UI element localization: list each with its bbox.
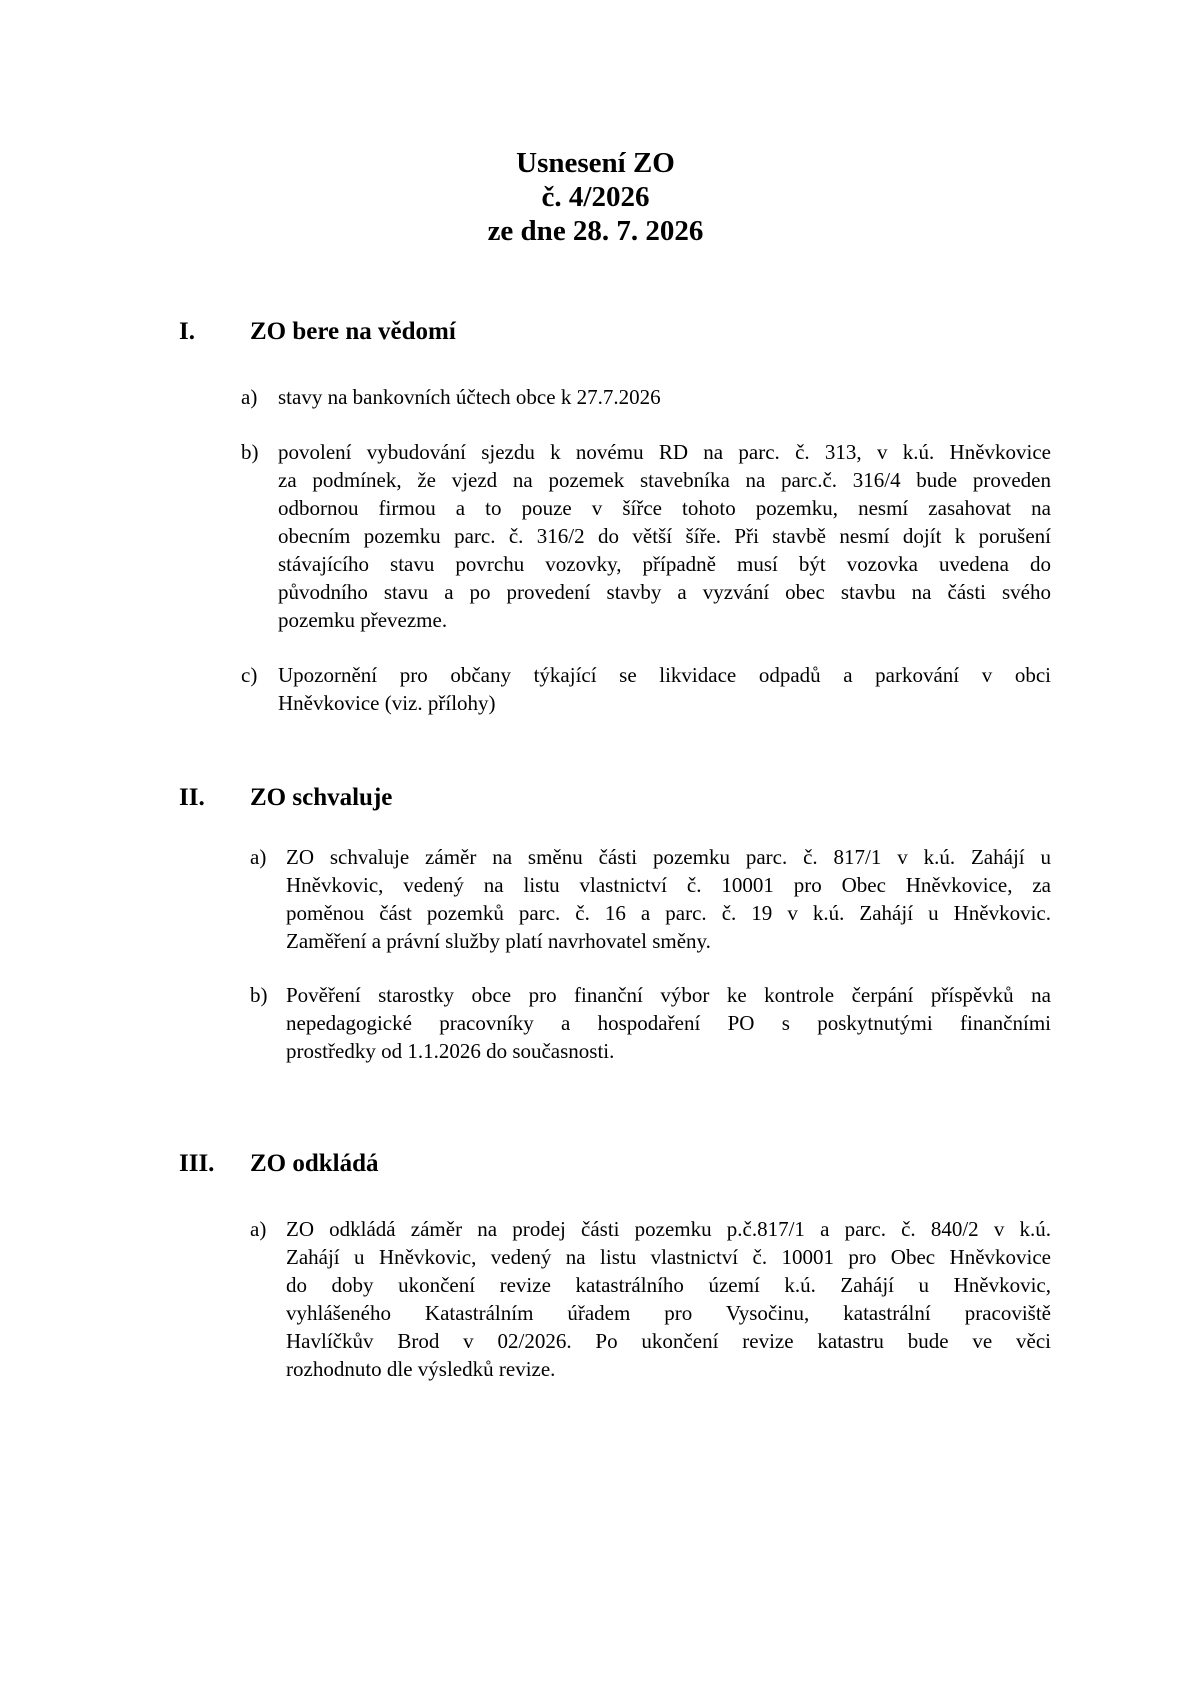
item-line: prostředky od 1.1.2026 do současnosti. (286, 1039, 615, 1063)
title-line-2: č. 4/2026 (541, 181, 650, 213)
title-line-1: Usnesení ZO (516, 147, 675, 179)
item-line: do doby ukončení revize katastrálního území k.ú. Zahájí u Hněvkovic, (286, 1273, 1051, 1297)
item-line: Hněvkovic, vedený na listu vlastnictví č. 10001 pro Obec Hněvkovice, za (286, 873, 1051, 897)
section-2-item-b (250, 981, 1051, 1065)
item-line: rozhodnuto dle výsledků revize. (286, 1357, 556, 1381)
item-label: c) (241, 663, 258, 687)
item-label: a) (241, 385, 258, 409)
section-1-item-a (241, 383, 718, 411)
section-1-heading: ZO bere na vědomí (250, 318, 456, 345)
item-line: pozemku převezme. (278, 608, 448, 632)
item-line: Havlíčkův Brod v 02/2026. Po ukončení revize katastru bude ve věci (286, 1329, 1051, 1353)
section-3-item-a (250, 1215, 1051, 1383)
section-2-heading: ZO schvaluje (250, 784, 393, 811)
section-1-item-b (241, 438, 1051, 634)
item-label: b) (250, 983, 268, 1007)
item-line: obecním pozemku parc. č. 316/2 do větší šíře. Při stavbě nesmí dojít k porušení (278, 524, 1051, 548)
section-1-numeral: I. (179, 318, 195, 345)
item-line: Zaměření a právní služby platí navrhovatel směny. (286, 929, 711, 953)
item-line: povolení vybudování sjezdu k novému RD na parc. č. 313, v k.ú. Hněvkovice (278, 440, 1051, 464)
item-line: za podmínek, že vjezd na pozemek stavebníka na parc.č. 316/4 bude proveden (278, 468, 1051, 492)
item-line: Pověření starostky obce pro finanční výbor ke kontrole čerpání příspěvků na (286, 983, 1051, 1007)
item-line: vyhlášeného Katastrálním úřadem pro Vysočinu, katastrální pracoviště (286, 1301, 1051, 1325)
item-line: odbornou firmou a to pouze v šířce tohoto pozemku, nesmí zasahovat na (278, 496, 1051, 520)
item-label: a) (250, 845, 267, 869)
section-1-item-c (241, 661, 1051, 717)
item-line: stávajícího stavu povrchu vozovky, případně musí být vozovka uvedena do (278, 552, 1051, 576)
item-label: b) (241, 440, 259, 464)
item-line: Hněvkovice (viz. přílohy) (278, 691, 496, 715)
item-line: původního stavu a po provedení stavby a vyzvání obec stavbu na části svého (278, 580, 1051, 604)
section-3-heading: ZO odkládá (250, 1150, 379, 1177)
section-2-numeral: II. (179, 784, 205, 811)
item-line: Upozornění pro občany týkající se likvidace odpadů a parkování v obci (278, 663, 1051, 687)
section-3-numeral: III. (179, 1150, 215, 1177)
item-line: ZO schvaluje záměr na směnu části pozemku parc. č. 817/1 v k.ú. Zahájí u (286, 845, 1051, 869)
item-line: stavy na bankovních účtech obce k 27.7.2026 (278, 385, 661, 409)
title-line-3: ze dne 28. 7. 2026 (487, 215, 704, 247)
item-line: Zahájí u Hněvkovic, vedený na listu vlastnictví č. 10001 pro Obec Hněvkovice (286, 1245, 1051, 1269)
item-line: ZO odkládá záměr na prodej části pozemku p.č.817/1 a parc. č. 840/2 v k.ú. (286, 1217, 1051, 1241)
item-line: nepedagogické pracovníky a hospodaření PO s poskytnutými finančními (286, 1011, 1051, 1035)
section-2-item-a (250, 843, 1051, 955)
document-title (0, 146, 1191, 248)
item-line: poměnou část pozemků parc. č. 16 a parc. č. 19 v k.ú. Zahájí u Hněvkovic. (286, 901, 1051, 925)
item-label: a) (250, 1217, 267, 1241)
